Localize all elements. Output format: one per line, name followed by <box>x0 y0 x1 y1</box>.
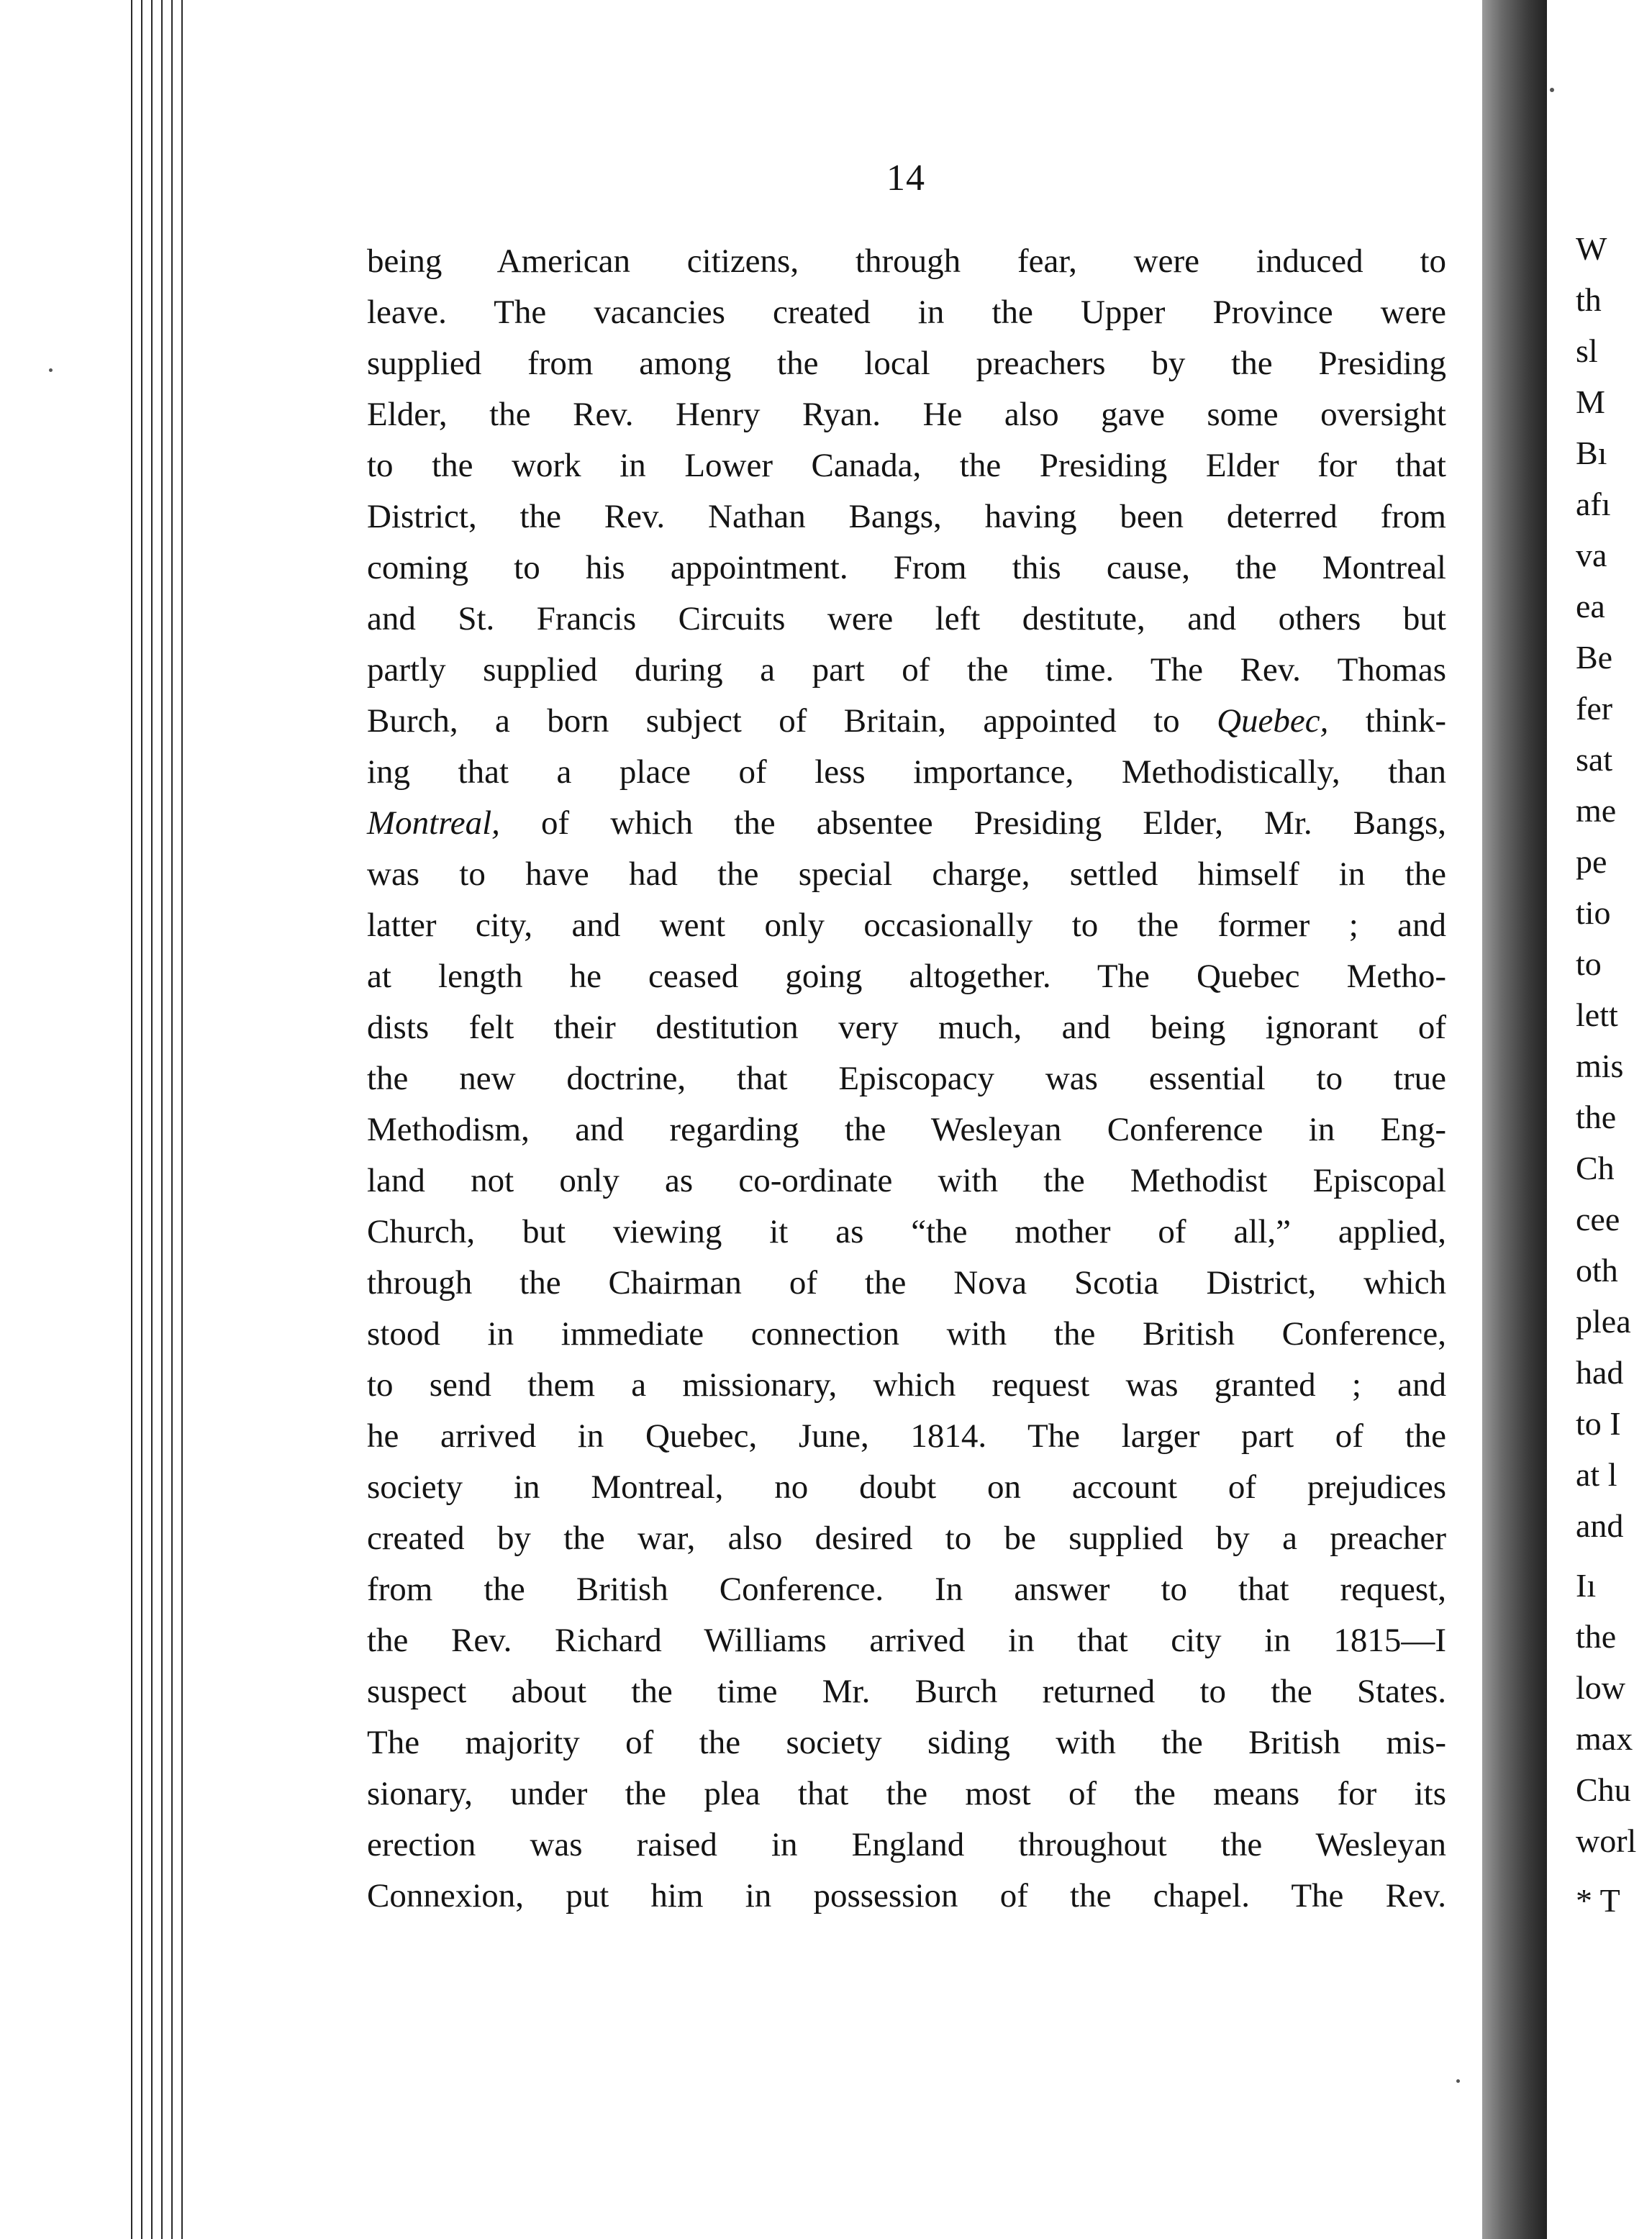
facing-page-line: th <box>1576 281 1602 318</box>
facing-page-line: me <box>1576 792 1617 829</box>
facing-page-line: ea <box>1576 588 1605 625</box>
text-line: coming to his appointment. From this cause, the Montreal <box>367 549 1446 586</box>
text-segment: Burch, a born subject of Britain, appointed to <box>367 702 1217 740</box>
page-edge-3 <box>151 0 153 2239</box>
facing-page-line: plea <box>1576 1303 1631 1340</box>
text-line: Elder, the Rev. Henry Ryan. He also gave some oversight <box>367 396 1446 433</box>
text-line: to the work in Lower Canada, the Presiding Elder for that <box>367 447 1446 484</box>
facing-page-line: va <box>1576 537 1607 573</box>
facing-page-line: sat <box>1576 741 1613 778</box>
facing-page-line: cee <box>1576 1201 1620 1237</box>
text-line: society in Montreal, no doubt on account of prejudices <box>367 1468 1446 1506</box>
text-line: Connexion, put him in possession of the chapel. The Rev. <box>367 1877 1446 1915</box>
text-line <box>367 696 1446 747</box>
text-line: suspect about the time Mr. Burch returned to the States. <box>367 1673 1446 1710</box>
facing-page-line: Iı <box>1576 1567 1597 1604</box>
page-edge-2 <box>141 0 142 2239</box>
text-line: Church, but viewing it as “the mother of all,” applied, <box>367 1213 1446 1250</box>
facing-page-line: the <box>1576 1099 1617 1135</box>
page-edge-5 <box>171 0 173 2239</box>
facing-page-line: and <box>1576 1507 1624 1544</box>
text-line: the Rev. Richard Williams arrived in that city in 1815—I <box>367 1622 1446 1659</box>
text-line: sionary, under the plea that the most of the means for its <box>367 1775 1446 1812</box>
text-line: was to have had the special charge, settled himself in the <box>367 855 1446 893</box>
text-line: from the British Conference. In answer to that request, <box>367 1571 1446 1608</box>
text-line <box>367 798 1446 849</box>
facing-page-line: afı <box>1576 486 1611 522</box>
facing-page-line: sl <box>1576 332 1598 369</box>
facing-page-fragment <box>1576 223 1652 1926</box>
text-line: ing that a place of less importance, Methodistically, than <box>367 753 1446 791</box>
facing-page-line: Be <box>1576 639 1613 676</box>
text-line: leave. The vacancies created in the Upper Province were <box>367 294 1446 331</box>
scan-speck <box>49 368 53 372</box>
text-line: latter city, and went only occasionally to the former ; and <box>367 907 1446 944</box>
italic-place-name: Montreal, <box>367 804 500 842</box>
facing-page-line: lett <box>1576 996 1618 1033</box>
text-line: through the Chairman of the Nova Scotia District, which <box>367 1264 1446 1302</box>
body-text <box>367 236 1446 1922</box>
facing-page-line: fer <box>1576 690 1613 727</box>
text-line: he arrived in Quebec, June, 1814. The larger part of the <box>367 1417 1446 1455</box>
facing-page-line: max <box>1576 1720 1633 1757</box>
page-edge-1 <box>131 0 132 2239</box>
gutter <box>1547 0 1551 2239</box>
facing-page-line: Bı <box>1576 435 1607 471</box>
facing-page-line: pe <box>1576 843 1607 880</box>
text-line: created by the war, also desired to be supplied by a preacher <box>367 1520 1446 1557</box>
page-edge-6 <box>181 0 183 2239</box>
facing-page-line: the <box>1576 1618 1617 1655</box>
facing-page-line: worl <box>1576 1822 1637 1859</box>
text-line: and St. Francis Circuits were left destitute, and others but <box>367 600 1446 637</box>
text-segment: of which the absentee Presiding Elder, Mr. Bangs, <box>499 804 1446 842</box>
text-line: to send them a missionary, which request was granted ; and <box>367 1366 1446 1404</box>
facing-page-line: Ch <box>1576 1150 1615 1186</box>
facing-page-line: had <box>1576 1354 1624 1391</box>
text-line: District, the Rev. Nathan Bangs, having been deterred from <box>367 498 1446 535</box>
page-number: 14 <box>886 158 925 199</box>
facing-page-line: M <box>1576 383 1605 420</box>
text-line: Methodism, and regarding the Wesleyan Conference in Eng- <box>367 1111 1446 1148</box>
binding-shadow <box>1482 0 1547 2239</box>
facing-page-line: oth <box>1576 1252 1618 1289</box>
italic-place-name: Quebec, <box>1217 702 1329 740</box>
facing-page-line: to <box>1576 945 1602 982</box>
text-line: land not only as co-ordinate with the Methodist Episcopal <box>367 1162 1446 1199</box>
text-segment: think- <box>1328 702 1446 740</box>
text-line: stood in immediate connection with the British Conference, <box>367 1315 1446 1353</box>
facing-page-line: at l <box>1576 1456 1617 1493</box>
facing-page-line: * T <box>1576 1882 1620 1919</box>
text-line: the new doctrine, that Episcopacy was essential to true <box>367 1060 1446 1097</box>
facing-page-line: to I <box>1576 1405 1621 1442</box>
facing-page-line: tio <box>1576 894 1611 931</box>
text-line: erection was raised in England throughout the Wesleyan <box>367 1826 1446 1863</box>
facing-page-line: low <box>1576 1669 1625 1706</box>
facing-page-line: Chu <box>1576 1771 1631 1808</box>
facing-page-line: W <box>1576 230 1607 267</box>
text-line: supplied from among the local preachers by the Presiding <box>367 345 1446 382</box>
scan-speck <box>1456 2079 1460 2083</box>
text-line: at length he ceased going altogether. The Quebec Metho- <box>367 958 1446 995</box>
text-line: dists felt their destitution very much, and being ignorant of <box>367 1009 1446 1046</box>
facing-page-line: mis <box>1576 1048 1624 1084</box>
page-edge-4 <box>161 0 163 2239</box>
text-line: being American citizens, through fear, were induced to <box>367 242 1446 280</box>
text-line: The majority of the society siding with the British mis- <box>367 1724 1446 1761</box>
scan-speck <box>1550 88 1554 92</box>
text-line: partly supplied during a part of the time. The Rev. Thomas <box>367 651 1446 689</box>
